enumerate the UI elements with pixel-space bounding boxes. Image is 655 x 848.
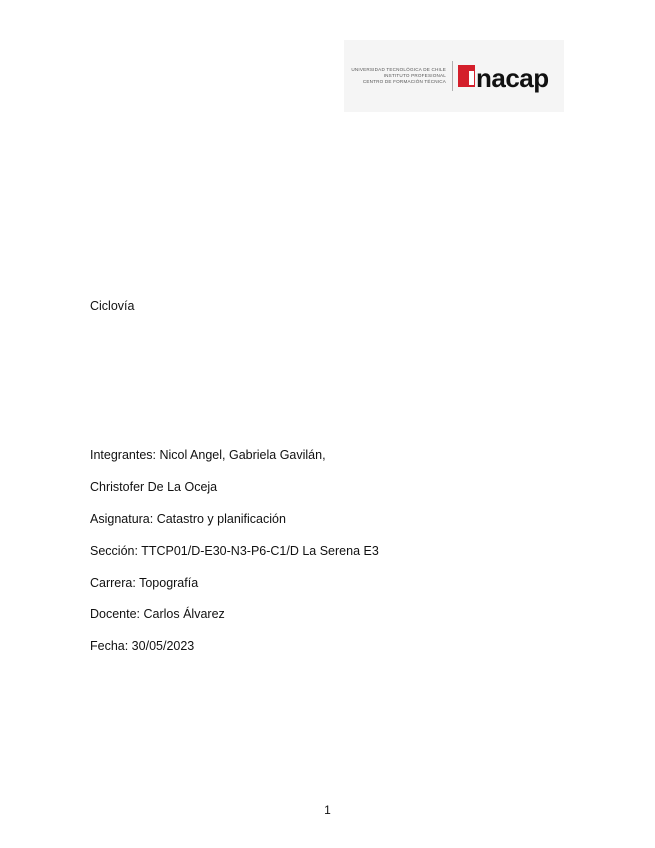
logo-text-line: UNIVERSIDAD TECNOLÓGICA DE CHILE <box>351 67 446 72</box>
logo-text-line: CENTRO DE FORMACIÓN TÉCNICA <box>362 79 446 84</box>
logo-divider <box>452 61 453 91</box>
page-number: 1 <box>324 803 331 817</box>
logo-text-line: INSTITUTO PROFESIONAL <box>383 73 446 78</box>
logo-red-i-icon <box>458 65 475 87</box>
logo-mark <box>458 63 549 93</box>
logo-institution-text <box>346 67 446 85</box>
date-line: Fecha: 30/05/2023 <box>90 639 195 653</box>
members-line-continued: Christofer De La Oceja <box>90 480 218 494</box>
document-title: Ciclovía <box>90 299 135 313</box>
career-line: Carrera: Topografía <box>90 576 199 590</box>
logo-wordmark: nacap <box>476 63 549 93</box>
teacher-line: Docente: Carlos Álvarez <box>90 607 225 621</box>
subject-line: Asignatura: Catastro y planificación <box>90 512 286 526</box>
members-line: Integrantes: Nicol Angel, Gabriela Gavilán, <box>90 448 326 462</box>
inacap-logo <box>344 40 564 112</box>
section-line: Sección: TTCP01/D-E30-N3-P6-C1/D La Serena E3 <box>90 544 379 558</box>
